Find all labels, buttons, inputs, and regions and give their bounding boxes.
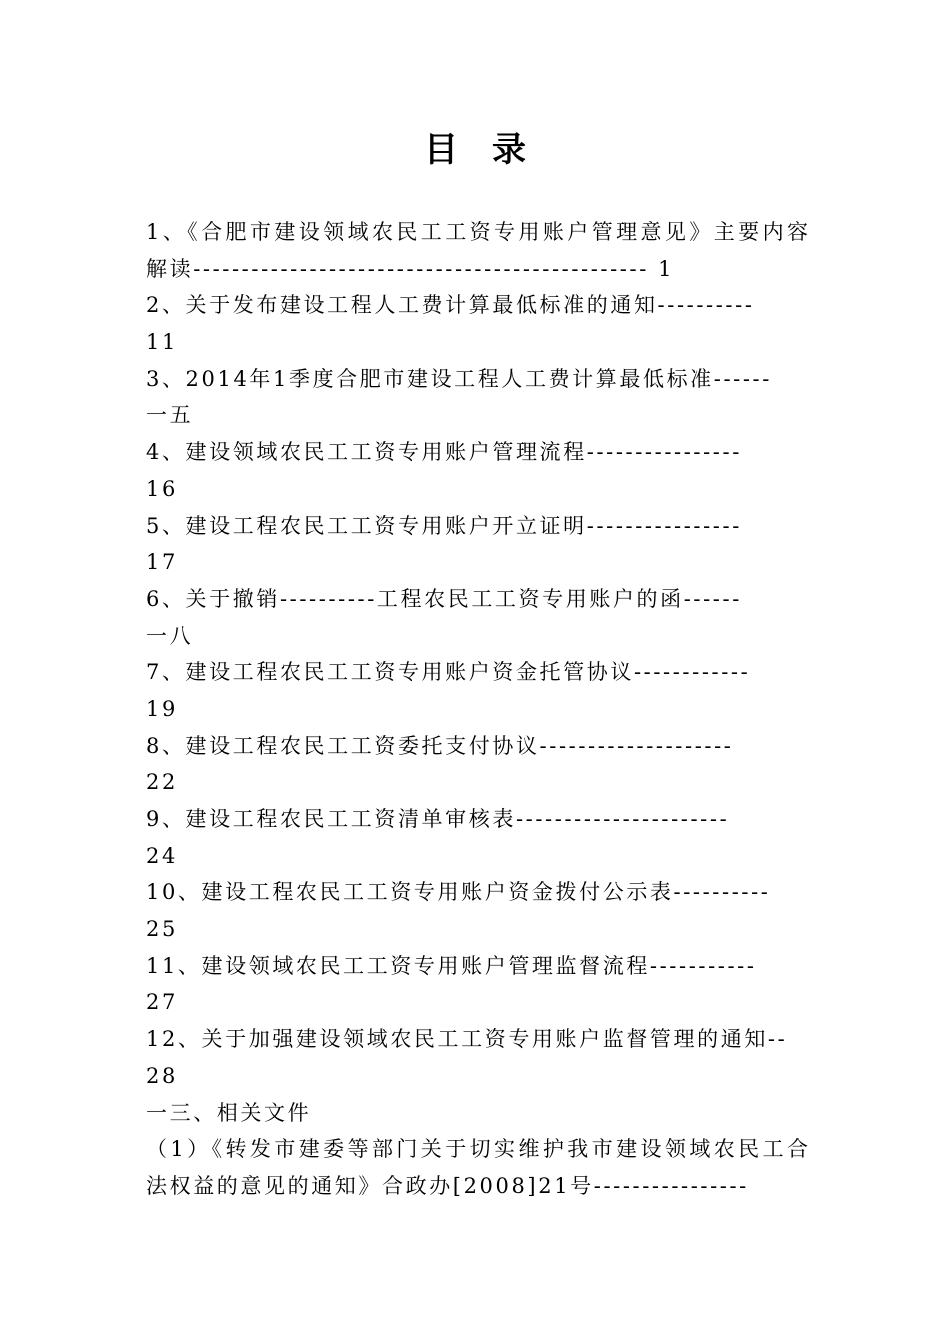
- toc-line-3b: 一五: [146, 403, 194, 428]
- toc-line-3a: 3、2014年1季度合肥市建设工程人工费计算最低标准------: [146, 366, 772, 391]
- toc-line-2a: 2、关于发布建设工程人工费计算最低标准的通知----------: [146, 293, 755, 318]
- toc-line-5b: 17: [146, 550, 178, 575]
- toc-line-13: 一三、相关文件: [146, 1100, 312, 1125]
- toc-line-10a: 10、建设工程农民工工资专用账户资金拨付公示表----------: [146, 880, 771, 905]
- toc-line-5a: 5、建设工程农民工工资专用账户开立证明----------------: [146, 513, 742, 538]
- toc-line-12a: 12、关于加强建设领域农民工工资专用账户监督管理的通知--: [146, 1027, 788, 1052]
- toc-line-7b: 19: [146, 696, 178, 721]
- page-title: 目录: [424, 130, 560, 170]
- toc-line-1a: 1、《合肥市建设领域农民工工资专用账户管理意见》主要内容: [146, 220, 808, 244]
- toc-line-4a: 4、建设领域农民工工资专用账户管理流程----------------: [146, 440, 742, 465]
- toc-line-1b: 解读----------------------------------------------- 1: [146, 256, 675, 281]
- toc-line-11a: 11、建设领域农民工工资专用账户管理监督流程-----------: [146, 953, 757, 978]
- toc-line-4b: 16: [146, 476, 178, 501]
- toc-line-8a: 8、建设工程农民工工资委托支付协议--------------------: [146, 733, 734, 758]
- toc-line-6b: 一八: [146, 623, 194, 648]
- toc-line-7a: 7、建设工程农民工工资专用账户资金托管协议------------: [146, 660, 751, 685]
- toc-line-2b: 11: [146, 330, 178, 355]
- toc-line-6a: 6、关于撤销----------工程农民工工资专用账户的函------: [146, 586, 742, 611]
- toc-line-8b: 22: [146, 770, 178, 795]
- toc-line-9b: 24: [146, 843, 178, 868]
- table-of-contents: [146, 214, 808, 1205]
- toc-line-9a: 9、建设工程农民工工资清单审核表----------------------: [146, 807, 730, 831]
- toc-line-11b: 27: [146, 990, 178, 1015]
- toc-line-14a: （1）《转发市建委等部门关于切实维护我市建设领域农民工合: [146, 1137, 808, 1162]
- toc-line-12b: 28: [146, 1063, 178, 1088]
- toc-line-14b: 法权益的意见的通知》合政办[2008]21号----------------: [146, 1173, 749, 1198]
- toc-line-10b: 25: [146, 917, 178, 942]
